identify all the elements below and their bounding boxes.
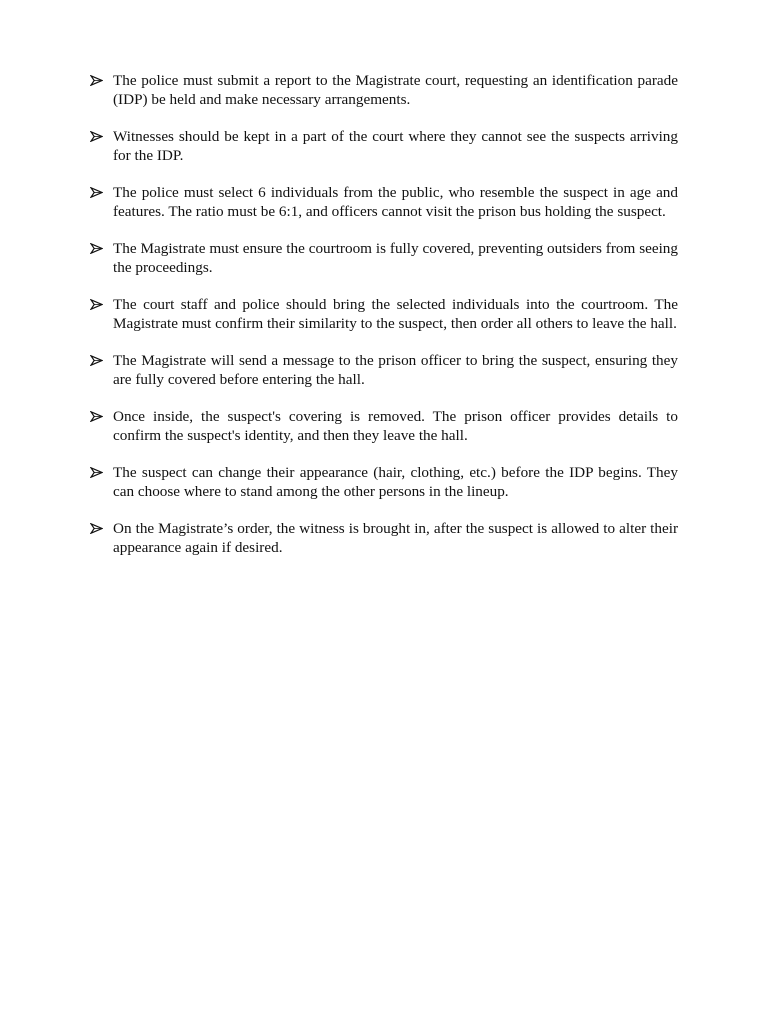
arrowhead-bullet-icon [90,127,104,146]
list-item-text: On the Magistrate’s order, the witness is brought in, after the suspect is allowed to alter their appearance again if desired. [113,520,678,556]
list-item-text: The Magistrate must ensure the courtroom is fully covered, preventing outsiders from seeing the proceedings. [113,240,678,276]
arrowhead-bullet-icon [90,463,104,482]
list-item [90,239,678,277]
list-item [90,351,678,389]
list-item-text: The suspect can change their appearance (hair, clothing, etc.) before the IDP begins. They can choose where to stand among the other persons in the lineup. [113,464,678,500]
list-item-text: The police must submit a report to the Magistrate court, requesting an identification parade (IDP) be held and make necessary arrangements. [113,72,678,108]
arrowhead-bullet-icon [90,519,104,538]
arrowhead-bullet-icon [90,295,104,314]
list-item [90,127,678,165]
list-item-text: The police must select 6 individuals from the public, who resemble the suspect in age and features. The ratio must be 6:1, and officers cannot visit the prison bus holding the suspect. [113,184,678,220]
arrowhead-bullet-icon [90,239,104,258]
list-item-text: Witnesses should be kept in a part of the court where they cannot see the suspects arriving for the IDP. [113,128,678,164]
arrowhead-bullet-icon [90,71,104,90]
list-item [90,71,678,109]
arrowhead-bullet-icon [90,351,104,370]
list-item-text: The Magistrate will send a message to the prison officer to bring the suspect, ensuring they are fully covered before entering the hall. [113,352,678,388]
arrowhead-bullet-icon [90,407,104,426]
list-item [90,463,678,501]
arrowhead-bullet-icon [90,183,104,202]
list-item-text: Once inside, the suspect's covering is removed. The prison officer provides details to confirm the suspect's identity, and then they leave the hall. [113,408,678,444]
list-item-text: The court staff and police should bring the selected individuals into the courtroom. The Magistrate must confirm their similarity to the suspect, then order all others to leave the hall. [113,296,678,332]
list-item [90,407,678,445]
list-item [90,183,678,221]
list-item [90,519,678,557]
list-item [90,295,678,333]
procedure-bullet-list [90,71,678,575]
